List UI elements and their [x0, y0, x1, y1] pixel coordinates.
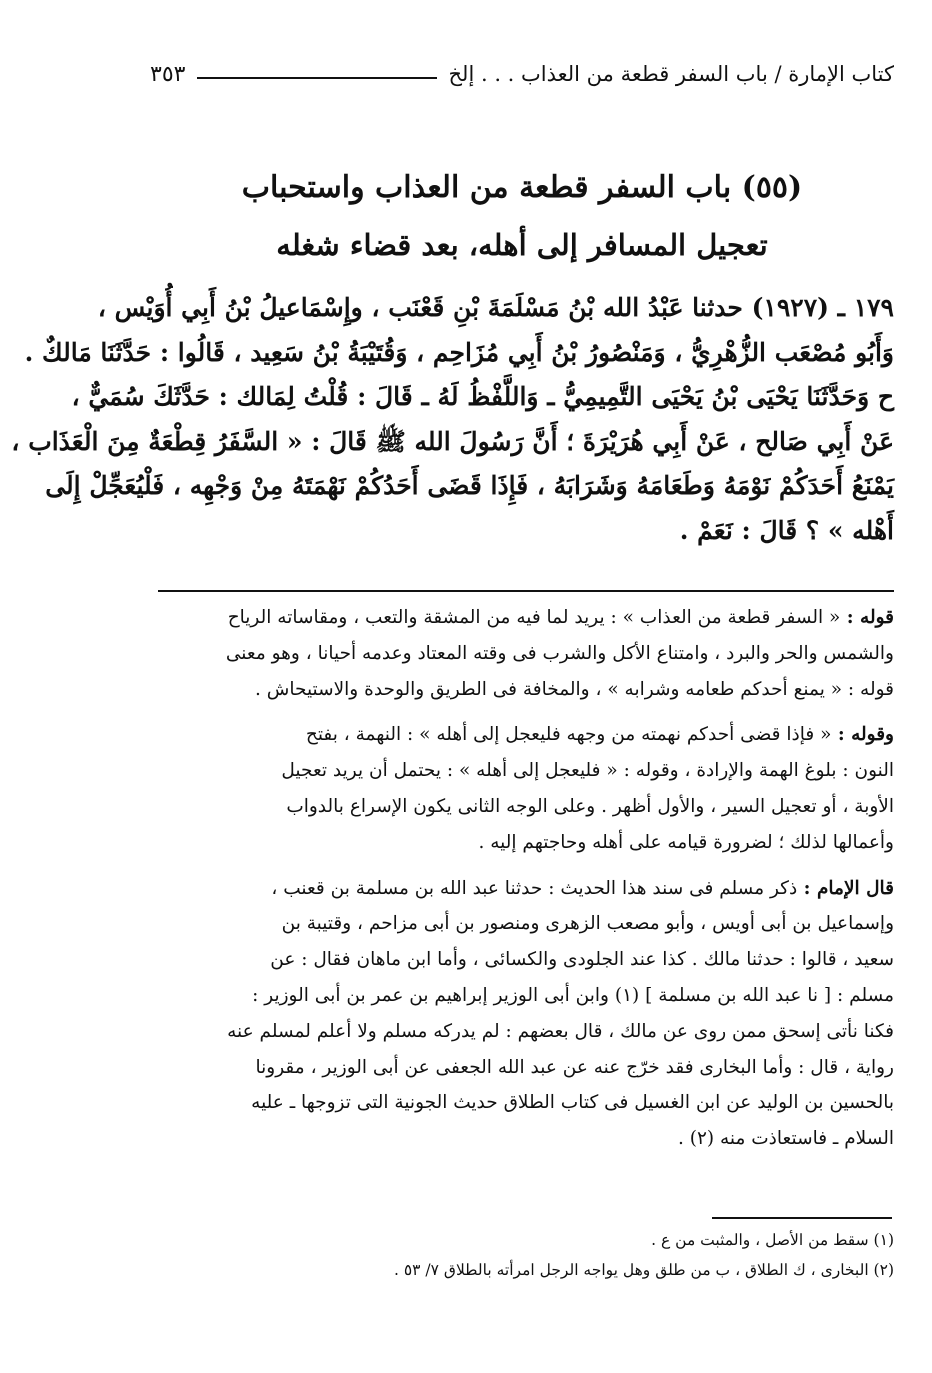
commentary-line: النون : بلوغ الهمة والإرادة ، وقوله : « فليعجل إلى أهله » : يحتمل أن يريد تعجيل	[281, 760, 894, 782]
commentary-line: بالحسين بن الوليد عن ابن الغسيل فى كتاب الطلاق حديث الجونية التى تزوجها ـ عليه	[251, 1092, 894, 1114]
paragraph-lead: قوله :	[840, 607, 894, 628]
running-header	[150, 54, 894, 94]
footnotes	[300, 1225, 894, 1285]
commentary-line	[150, 871, 894, 907]
chapter-heading-line-1: (٥٥) باب السفر قطعة من العذاب واستحباب	[241, 170, 803, 205]
hadith-line: ١٧٩ ـ (١٩٢٧) حدثنا عَبْدُ الله بْنُ مَسْلَمَةَ بْنِ قَعْنَب ، وإِسْمَاعيلُ بْنُ أَبِي أُوَيْس ،	[97, 293, 894, 322]
hadith-line: أَهْله » ؟ قَالَ : نَعَمْ .	[679, 515, 894, 545]
footnote: (١) سقط من الأصل ، والمثبت من ع .	[651, 1231, 894, 1249]
footnote-divider	[712, 1217, 892, 1219]
commentary-paragraph	[150, 871, 894, 1157]
footnote: (٢) البخارى ، ك الطلاق ، ب من طلق وهل يواجه الرجل امرأته بالطلاق ٧/ ٥٣ .	[393, 1261, 894, 1279]
hadith-text	[11, 286, 894, 553]
chapter-heading-line-2: تعجيل المسافر إلى أهله، بعد قضاء شغله	[276, 228, 768, 262]
page-number: ٣٥٣	[150, 61, 186, 87]
commentary-line: وأعمالها لذلك ؛ لضرورة قيامه على أهله وحاجتهم إليه .	[478, 831, 894, 853]
text-divider	[158, 590, 894, 592]
commentary-paragraph	[150, 717, 894, 860]
commentary-line: الأوبة ، أو تعجيل السير ، والأول أظهر . وعلى الوجه الثانى يكون الإسراع بالدواب	[286, 795, 894, 817]
running-header-title: كتاب الإمارة / باب السفر قطعة من العذاب . . . إلخ	[448, 62, 894, 86]
commentary-line: السلام ـ فاستعاذت منه (٢) .	[677, 1128, 894, 1150]
commentary-line	[150, 717, 894, 753]
commentary	[150, 600, 894, 1167]
commentary-line: قوله : « يمنع أحدكم طعامه وشرابه » ، والمخافة فى الطريق والوحدة والاستيحاش .	[255, 678, 894, 700]
commentary-line: سعيد ، قالوا : حدثنا مالك . كذا عند الجلودى والكسائى ، وأما ابن ماهان فقال : عن	[270, 949, 894, 971]
hadith-line: يَمْنَعُ أَحَدَكُمْ نَوْمَهُ وَطَعَامَهُ وَشَرَابَهُ ، فَإِذَا قَضَى أَحَدُكُمْ نَهْمَتَهُ مِنْ وَجْهِه ، فَلْيُعَجِّلْ إِلَى	[45, 471, 894, 500]
line-text: « السفر قطعة من العذاب » : يريد لما فيه من المشقة والتعب ، ومقاساته الرياح	[227, 607, 841, 628]
line-text: ذكر مسلم فى سند هذا الحديث : حدثنا عبد الله بن مسلمة بن قعنب ،	[271, 877, 798, 899]
commentary-line: مسلم : [ نا عبد الله بن مسلمة ] (١) وابن أبى الوزير إبراهيم بن عمر بن أبى الوزير :	[252, 984, 894, 1006]
paragraph-lead: قال الإمام :	[797, 877, 894, 899]
line-text: « فإذا قضى أحدكم نهمته من وجهه فليعجل إلى أهله » : النهمة ، بفتح	[305, 724, 832, 746]
hadith-line: ح وَحَدَّثَنَا يَحْيَى بْنُ يَحْيَى التَّمِيمِيُّ ـ وَاللَّفْظُ لَهُ ـ قَالَ : قُلْتُ لِمَالك : حَدَّثَكَ سُمَيٌّ ،	[71, 382, 894, 411]
commentary-line: وإسماعيل بن أبى أويس ، وأبو مصعب الزهرى ومنصور بن أبى مزاحم ، وقتيبة بن	[281, 913, 894, 935]
hadith-line: عَنْ أَبِي صَالح ، عَنْ أَبِي هُرَيْرَةَ ؛ أَنَّ رَسُولَ الله ﷺ قَالَ : « السَّفَرُ قِطْعَةٌ مِنَ الْعَذَاب ،	[11, 426, 894, 456]
commentary-line: فكنا نأتى إسحق ممن روى عن مالك ، قال بعضهم : لم يدركه مسلم ولا أعلم لمسلم عنه	[227, 1020, 894, 1042]
paragraph-lead: وقوله :	[831, 724, 894, 746]
header-rule	[197, 77, 436, 79]
commentary-line: رواية ، قال : وأما البخارى فقد خرّج عنه عن عبد الله الجعفى عن أبى الوزير ، مقرونا	[255, 1056, 894, 1078]
hadith-line: وَأَبُو مُصْعَب الزُّهْرِيُّ ، وَمَنْصُورُ بْنُ أَبِي مُزَاحِم ، وَقُتَيْبَةُ بْنُ سَعِيد ، قَالُوا : حَدَّثَنَا مَالكٌ .	[24, 337, 894, 367]
commentary-line	[150, 600, 894, 636]
commentary-paragraph	[150, 600, 894, 707]
commentary-line: والشمس والحر والبرد ، وامتناع الأكل والشرب فى وقته المعتاد وعدمه أحيانا ، وهو معنى	[225, 642, 894, 664]
